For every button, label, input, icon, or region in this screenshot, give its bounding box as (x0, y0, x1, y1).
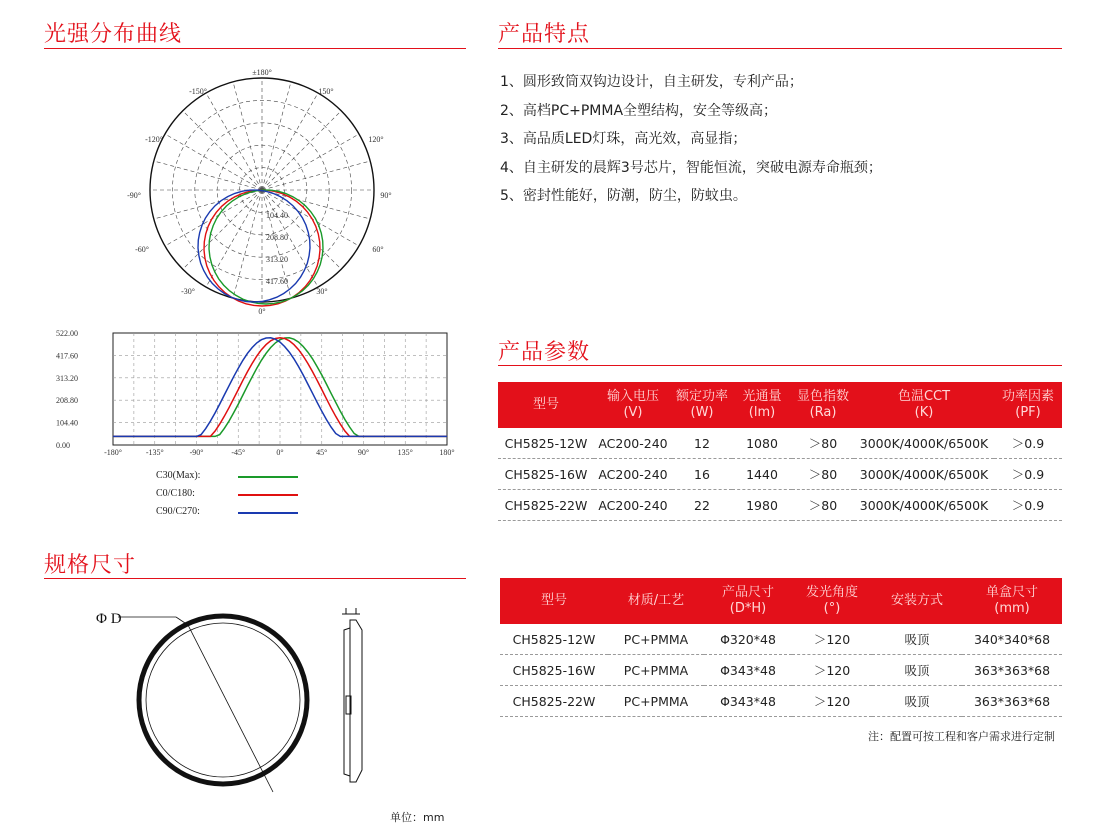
table-cell: 3000K/4000K/6500K (854, 490, 994, 521)
parameters-table (498, 382, 1062, 521)
table-cell: ＞80 (792, 459, 854, 490)
table-header: 发光角度 (°) (792, 578, 872, 624)
polar-grid-spoke (233, 82, 262, 190)
table-cell: 吸顶 (872, 686, 962, 717)
table-cell: 12 (672, 428, 732, 459)
x-tick-label: -135° (145, 448, 164, 457)
table-cell: ＞120 (792, 686, 872, 717)
y-tick-label: 0.00 (56, 441, 70, 450)
table-cell: CH5825-22W (500, 686, 608, 717)
table-cell: 22 (672, 490, 732, 521)
chart-legend (152, 468, 312, 522)
table-row (500, 655, 1062, 686)
polar-angle-label: ±180° (252, 68, 272, 77)
polar-angle-label: 0° (258, 307, 266, 316)
light-distribution-rule (44, 48, 466, 49)
polar-angle-label: 60° (372, 245, 384, 254)
table-row (498, 428, 1062, 459)
parameters-rule (498, 365, 1062, 366)
unit-label: 单位：mm (390, 811, 445, 824)
table-cell: CH5825-12W (498, 428, 594, 459)
legend-swatch (238, 512, 298, 514)
polar-grid-spoke (262, 161, 370, 190)
y-tick-label: 208.80 (56, 396, 78, 406)
x-tick-label: -90° (189, 448, 204, 457)
polar-radial-label: 208.80 (266, 233, 288, 242)
table-cell: 363*363*68 (962, 655, 1062, 686)
diameter-label: Φ D (96, 611, 122, 627)
table-row (500, 624, 1062, 655)
legend-item: C30(Max): (152, 468, 312, 486)
table-cell: PC+PMMA (608, 624, 704, 655)
feature-item: 2、高档PC+PMMA全塑结构，安全等级高； (500, 102, 778, 119)
polar-grid-spoke (183, 111, 262, 190)
table-cell: AC200-240 (594, 428, 672, 459)
table-cell: 吸顶 (872, 624, 962, 655)
intensity-line-chart (50, 326, 470, 466)
table-row (500, 686, 1062, 717)
table-cell: PC+PMMA (608, 655, 704, 686)
polar-intensity-diagram (127, 68, 392, 318)
table-header: 光通量 (lm) (732, 382, 792, 428)
table-cell: 363*363*68 (962, 686, 1062, 717)
polar-grid-spoke (262, 134, 359, 190)
polar-grid-spoke (183, 190, 262, 269)
table-header: 型号 (498, 382, 594, 428)
legend-item: C0/C180: (152, 486, 312, 504)
table-cell: ＞0.9 (994, 490, 1062, 521)
table-cell: ＞80 (792, 490, 854, 521)
table-cell: ＞120 (792, 624, 872, 655)
legend-item: C90/C270: (152, 504, 312, 522)
polar-grid-spoke (233, 190, 262, 298)
features-list (500, 68, 1080, 211)
polar-angle-label: -90° (127, 191, 141, 200)
legend-swatch (238, 494, 298, 496)
table-header: 显色指数 (Ra) (792, 382, 854, 428)
table-cell: PC+PMMA (608, 686, 704, 717)
polar-angle-label: -150° (189, 87, 207, 96)
table-cell: AC200-240 (594, 459, 672, 490)
table-cell: 1440 (732, 459, 792, 490)
table-header: 材质/工艺 (608, 578, 704, 624)
polar-angle-label: 90° (380, 191, 392, 200)
feature-item: 3、高品质LED灯珠，高光效，高显指； (500, 131, 747, 148)
table-cell: 1980 (732, 490, 792, 521)
y-tick-label: 313.20 (56, 373, 78, 383)
polar-radial-label: 313.20 (266, 255, 288, 264)
dimension-drawing (80, 600, 400, 800)
table-cell: 3000K/4000K/6500K (854, 428, 994, 459)
y-tick-label: 417.60 (56, 351, 78, 361)
x-tick-label: 90° (357, 448, 370, 457)
table-header: 色温CCT (K) (854, 382, 994, 428)
features-title: 产品特点 (498, 22, 591, 47)
table-cell: ＞0.9 (994, 428, 1062, 459)
polar-grid-spoke (154, 161, 262, 190)
feature-item: 4、自主研发的晨辉3号芯片，智能恒流，突破电源寿命瓶颈； (500, 159, 882, 176)
table-row (498, 459, 1062, 490)
y-tick-label: 104.40 (56, 418, 78, 428)
polar-angle-label: 120° (368, 135, 384, 144)
table-header: 单盒尺寸 (mm) (962, 578, 1062, 624)
table-cell: 吸顶 (872, 655, 962, 686)
table-cell: ＞120 (792, 655, 872, 686)
table-cell: Φ343*48 (704, 686, 792, 717)
y-tick-label: 522.00 (56, 329, 78, 338)
table-cell: AC200-240 (594, 490, 672, 521)
table-header: 功率因素 (PF) (994, 382, 1062, 428)
table-cell: CH5825-12W (500, 624, 608, 655)
table-cell: 340*340*68 (962, 624, 1062, 655)
polar-radial-label: 104.40 (266, 211, 288, 220)
table-cell: 16 (672, 459, 732, 490)
polar-grid-spoke (262, 93, 318, 190)
polar-angle-label: 150° (318, 87, 334, 96)
polar-grid-spoke (206, 93, 262, 190)
front-view-drawing (96, 611, 307, 792)
table-cell: Φ320*48 (704, 624, 792, 655)
table-cell: ＞80 (792, 428, 854, 459)
table-cell: CH5825-22W (498, 490, 594, 521)
table-cell: 1080 (732, 428, 792, 459)
table-header: 型号 (500, 578, 608, 624)
legend-swatch (238, 476, 298, 478)
polar-angle-label: -120° (145, 135, 163, 144)
table-cell: ＞0.9 (994, 459, 1062, 490)
table-header: 安装方式 (872, 578, 962, 624)
customization-note: 注：配置可按工程和客户需求进行定制 (868, 730, 1055, 743)
x-tick-label: 0° (276, 448, 284, 457)
x-tick-label: 180° (439, 448, 455, 457)
table-header: 产品尺寸 (D*H) (704, 578, 792, 624)
polar-angle-label: -60° (135, 245, 149, 254)
feature-item: 1、圆形致筒双钩边设计，自主研发，专利产品； (500, 74, 803, 90)
polar-grid-spoke (165, 134, 262, 190)
polar-angle-label: 30° (316, 287, 328, 296)
table-header: 输入电压 (V) (594, 382, 672, 428)
dimensions-rule (44, 578, 466, 579)
table-header: 额定功率 (W) (672, 382, 732, 428)
light-distribution-title: 光强分布曲线 (44, 22, 183, 47)
x-tick-label: -45° (231, 448, 246, 457)
side-view-drawing (342, 608, 362, 782)
table-row (498, 490, 1062, 521)
table-cell: 3000K/4000K/6500K (854, 459, 994, 490)
table-header-row (498, 382, 1062, 428)
polar-grid-spoke (165, 190, 262, 246)
features-rule (498, 48, 1062, 49)
table-cell: CH5825-16W (500, 655, 608, 686)
polar-grid-spoke (262, 82, 291, 190)
parameters-title: 产品参数 (498, 340, 591, 365)
table-header-row (500, 578, 1062, 624)
x-tick-label: 135° (397, 448, 413, 457)
table-cell: CH5825-16W (498, 459, 594, 490)
feature-item: 5、密封性能好，防潮，防尘，防蚊虫。 (500, 188, 747, 205)
polar-intensity-curve (198, 190, 310, 302)
table-cell: Φ343*48 (704, 655, 792, 686)
polar-radial-label: 417.60 (266, 277, 288, 286)
x-tick-label: -180° (104, 448, 122, 457)
polar-angle-label: -30° (181, 287, 195, 296)
dimensions-title: 规格尺寸 (44, 553, 137, 578)
polar-grid-spoke (262, 111, 341, 190)
x-tick-label: 45° (316, 448, 328, 457)
spec-table (500, 578, 1062, 717)
